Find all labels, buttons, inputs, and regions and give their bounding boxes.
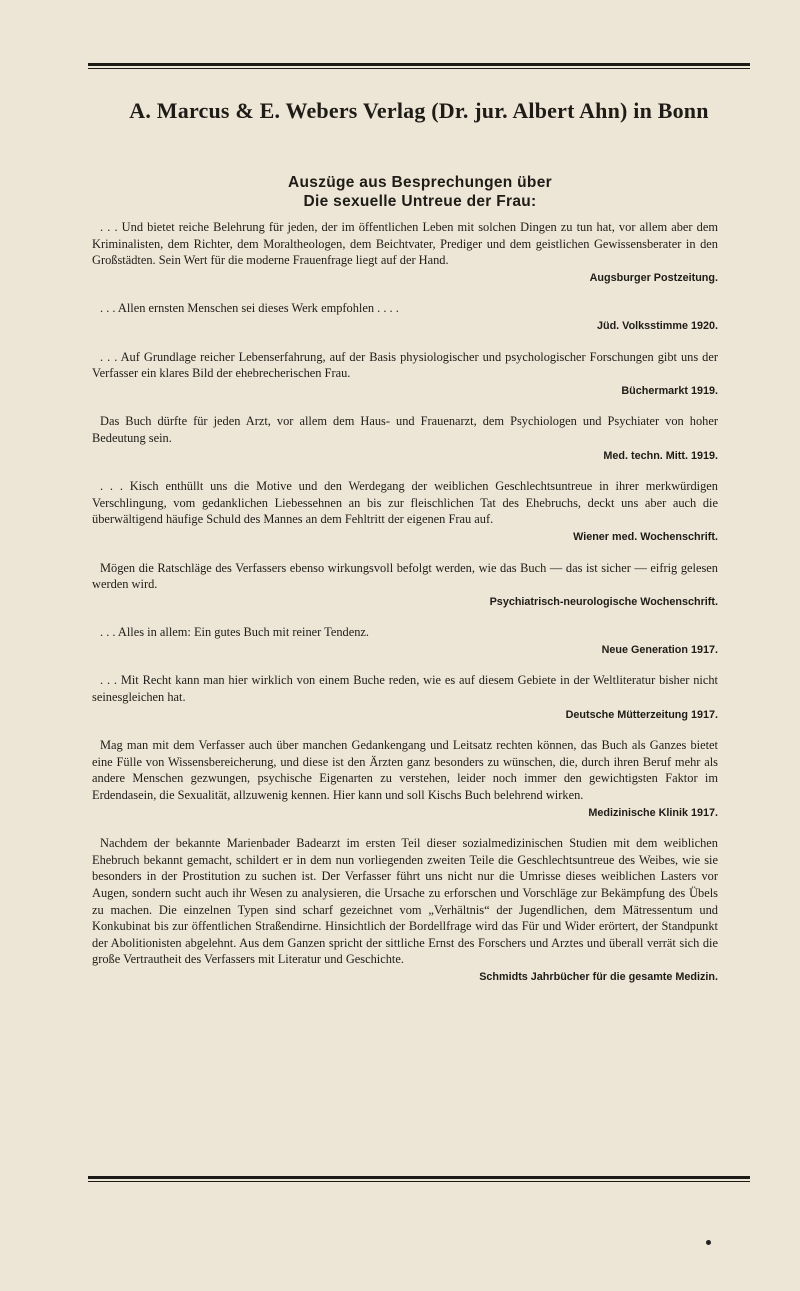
publisher-line: A. Marcus & E. Webers Verlag (Dr. jur. Albert Ahn) in Bonn bbox=[129, 98, 709, 123]
review-buechermarkt bbox=[92, 349, 718, 400]
review-source: Deutsche Mütterzeitung 1917. bbox=[565, 708, 718, 721]
bottom-border-rule-thin bbox=[88, 1181, 750, 1182]
review-augsburger bbox=[92, 219, 718, 286]
review-med-klinik bbox=[92, 737, 718, 821]
reviews-list bbox=[92, 219, 718, 1000]
review-neue-generation bbox=[92, 624, 718, 658]
review-text: Nachdem der bekannte Marienbader Badearzt im ersten Teil dieser sozialmedizinischen Studien mit dem weiblichen Ehebruch bekannt gemacht, schildert er in dem nun vorliegenden zweiten Teile die Geschlechtsuntreue des Weibes, wie sie besonders in der Prostitution zu suchen ist. Der Verfasser führt uns nicht nur die Umrisse dieses weiblichen Lasters vor Augen, sondern sucht auch ihr Wesen zu analysieren, die Ursache zu erforschen und Vorschläge zur Bekämpfung des Übels zu machen. Die einzelnen Typen sind scharf gezeichnet vom „Verhältnis“ der Jugendlichen, dem Mätressentum und Konkubinat bis zur öffentlichen Straßendirne. Hinsichtlich der Bordellfrage wird das Für und Wider erörtert, der Standpunkt der Abolitionisten abgelehnt. Aus dem Ganzen spricht der sittliche Ernst des Forschers und Arztes und überall verrät sich die große Vertrautheit des Verfassers mit Literatur und Geschichte. bbox=[92, 836, 718, 967]
review-muetterzeitung bbox=[92, 672, 718, 723]
review-volksstimme bbox=[92, 300, 718, 334]
review-source: Jüd. Volksstimme 1920. bbox=[596, 319, 718, 332]
review-source: Büchermarkt 1919. bbox=[621, 384, 718, 397]
review-source: Wiener med. Wochenschrift. bbox=[573, 530, 718, 543]
review-text: . . . Alles in allem: Ein gutes Buch mit reiner Tendenz. bbox=[100, 625, 370, 640]
review-source: Augsburger Postzeitung. bbox=[589, 271, 718, 284]
top-border-rule-thin bbox=[88, 68, 750, 69]
review-text: . . . Allen ernsten Menschen sei dieses Werk empfohlen . . . . bbox=[100, 301, 399, 316]
heading-line-1: Auszüge aus Besprechungen über bbox=[288, 174, 552, 191]
review-psychiatrisch bbox=[92, 560, 718, 611]
review-text: Mögen die Ratschläge des Verfassers ebenso wirkungsvoll befolgt werden, wie das Buch — das ist sicher — eifrig gelesen werden wird. bbox=[92, 560, 718, 592]
review-schmidts bbox=[92, 835, 718, 985]
review-text: . . . Mit Recht kann man hier wirklich von einem Buche reden, wie es auf diesem Gebiete in der Weltliteratur bisher nicht seinesgleichen hat. bbox=[92, 673, 718, 705]
review-source: Med. techn. Mitt. 1919. bbox=[603, 449, 718, 462]
heading-line-2: Die sexuelle Untreue der Frau: bbox=[303, 193, 537, 210]
review-text: . . . Kisch enthüllt uns die Motive und den Werdegang der weiblichen Geschlechtsuntreue in ihrer merkwürdigen Verschlingung, vom gedanklichen Liebessehnen an bis zur fleischlichen Tat des Ehebruchs, deckt uns aber auch die überwältigend häufige Schuld des Mannes an dem Fehltritt der eigenen Frau auf. bbox=[92, 479, 718, 527]
review-source: Neue Generation 1917. bbox=[601, 643, 718, 656]
review-source: Medizinische Klinik 1917. bbox=[588, 806, 718, 819]
review-text: . . . Auf Grundlage reicher Lebenserfahrung, auf der Basis physiologischer und psychologischer Forschungen gibt uns der Verfasser ein klares Bild der ehebrecherischen Frau. bbox=[92, 349, 718, 381]
review-source: Schmidts Jahrbücher für die gesamte Medizin. bbox=[479, 970, 718, 983]
review-wiener bbox=[92, 478, 718, 545]
review-source: Psychiatrisch-neurologische Wochenschrift. bbox=[489, 595, 718, 608]
review-text: . . . Und bietet reiche Belehrung für jeden, der im öffentlichen Leben mit solchen Dingen zu tun hat, vor allem aber dem Kriminalisten, dem Richter, dem Moraltheologen, dem Beichtvater, Prediger und dem geistlichen Gewissensberater in den Großstädten. Sein Wert für die moderne Frauenfrage liegt auf der Hand. bbox=[92, 220, 718, 268]
top-border-rule bbox=[88, 63, 750, 66]
review-text: Mag man mit dem Verfasser auch über manchen Gedankengang und Leitsatz rechten können, das Buch als Ganzes bietet eine Fülle von Wissensbereicherung, und diese ist den Ärzten ganz besonders zu wünschen, die, durch ihren Beruf mehr als andere Menschen gezwungen, psychische Eigenarten zu verstehen, leider noch immer den gewichtigsten Faktor im Erdendasein, die Sexualität, allzuwenig kennen. Hier kann und soll Kischs Buch belehrend wirken. bbox=[92, 738, 718, 803]
review-med-techn bbox=[92, 413, 718, 464]
ink-dot bbox=[706, 1240, 711, 1245]
review-text: Das Buch dürfte für jeden Arzt, vor allem dem Haus- und Frauenarzt, dem Psychiologen und Psychiater von hoher Bedeutung sein. bbox=[92, 414, 718, 445]
bottom-border-rule bbox=[88, 1176, 750, 1179]
